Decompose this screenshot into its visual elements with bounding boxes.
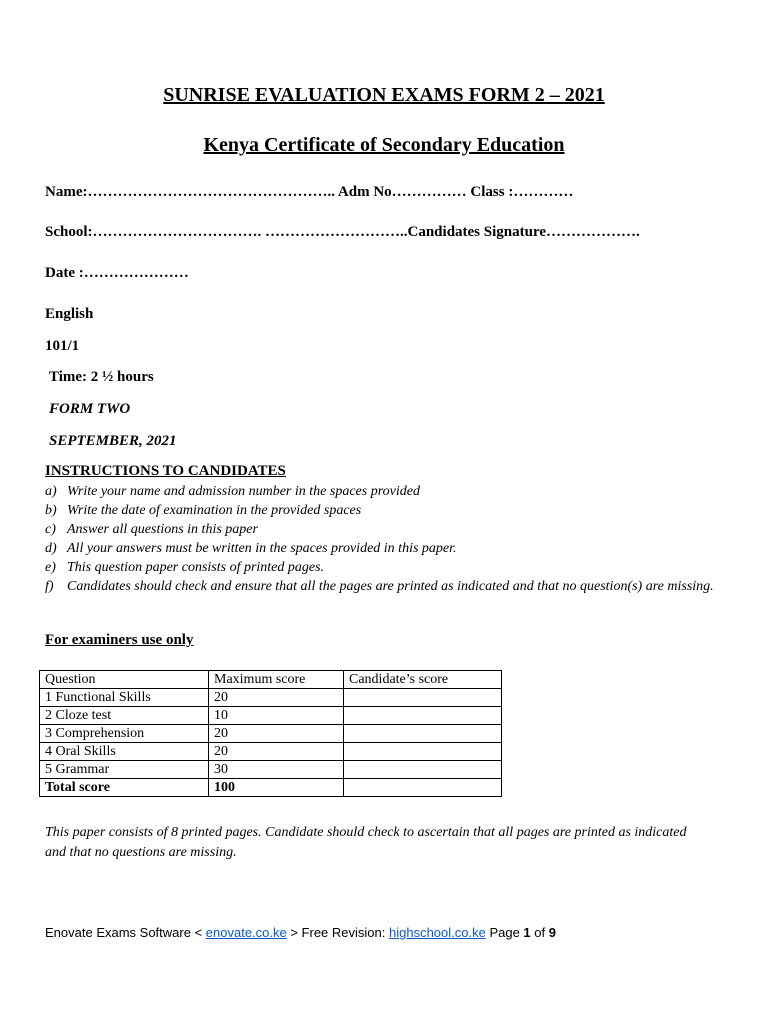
max-score-cell: 30 [209, 761, 344, 779]
column-header: Candidate’s score [344, 671, 502, 689]
table-row [40, 761, 502, 779]
column-header: Maximum score [209, 671, 344, 689]
question-cell: 4 Oral Skills [40, 743, 209, 761]
instruction-item: b) Write the date of examination in the provided spaces [45, 503, 362, 518]
question-cell: 2 Cloze test [40, 707, 209, 725]
subject: English [45, 306, 94, 322]
enovate-link[interactable]: enovate.co.ke [205, 925, 287, 940]
instruction-item: f) Candidates should check and ensure that all the pages are printed as indicated and that no question(s) are missing. [45, 579, 714, 594]
table-row [40, 689, 502, 707]
max-score-cell: 20 [209, 689, 344, 707]
total-label-cell: Total score [40, 779, 209, 797]
candidate-score-cell [344, 689, 502, 707]
table-header-row [40, 671, 502, 689]
total-max-cell: 100 [209, 779, 344, 797]
paper-code: 101/1 [45, 338, 80, 354]
examiners-heading: For examiners use only [45, 632, 194, 648]
form-level: FORM TWO [49, 401, 131, 417]
max-score-cell: 10 [209, 707, 344, 725]
column-header: Question [40, 671, 209, 689]
page-number: 1 [523, 925, 531, 940]
highschool-link[interactable]: highschool.co.ke [388, 925, 486, 940]
instruction-item: c) Answer all questions in this paper [45, 522, 258, 537]
footer: Enovate Exams Software < enovate.co.ke > Free Revision: highschool.co.ke Page 1 of 9 [45, 925, 556, 940]
max-score-cell: 20 [209, 725, 344, 743]
page-count-note: This paper consists of 8 printed pages. Candidate should check to ascertain that all pages are printed as indicated and that no questions are missing. [45, 825, 687, 860]
table-row [40, 707, 502, 725]
time-allowed: Time: 2 ½ hours [49, 369, 154, 385]
max-score-cell: 20 [209, 743, 344, 761]
candidate-score-cell [344, 725, 502, 743]
total-row [40, 779, 502, 797]
score-table [39, 670, 502, 797]
exam-subtitle: Kenya Certificate of Secondary Education [203, 134, 565, 156]
instruction-item: d) All your answers must be written in the spaces provided in this paper. [45, 541, 457, 556]
instructions-list [45, 482, 725, 596]
name-adm-class-line: Name:………………………………………….. Adm No…………… Class :………… [45, 184, 574, 200]
exam-month: SEPTEMBER, 2021 [49, 433, 177, 449]
question-cell: 1 Functional Skills [40, 689, 209, 707]
candidate-score-cell [344, 761, 502, 779]
question-cell: 3 Comprehension [40, 725, 209, 743]
candidate-score-cell [344, 743, 502, 761]
instruction-item: e) This question paper consists of printed pages. [45, 560, 325, 575]
date-line: Date :………………… [45, 265, 189, 281]
page-total: 9 [548, 925, 556, 940]
instruction-item: a) Write your name and admission number in the spaces provided [45, 484, 420, 499]
table-row [40, 743, 502, 761]
school-signature-line: School:……………………………. ………………………..Candidates Signature………………. [45, 224, 640, 240]
total-candidate-cell [344, 779, 502, 797]
candidate-score-cell [344, 707, 502, 725]
question-cell: 5 Grammar [40, 761, 209, 779]
instructions-heading: INSTRUCTIONS TO CANDIDATES [45, 463, 286, 479]
exam-title: SUNRISE EVALUATION EXAMS FORM 2 – 2021 [163, 84, 605, 106]
table-row [40, 725, 502, 743]
